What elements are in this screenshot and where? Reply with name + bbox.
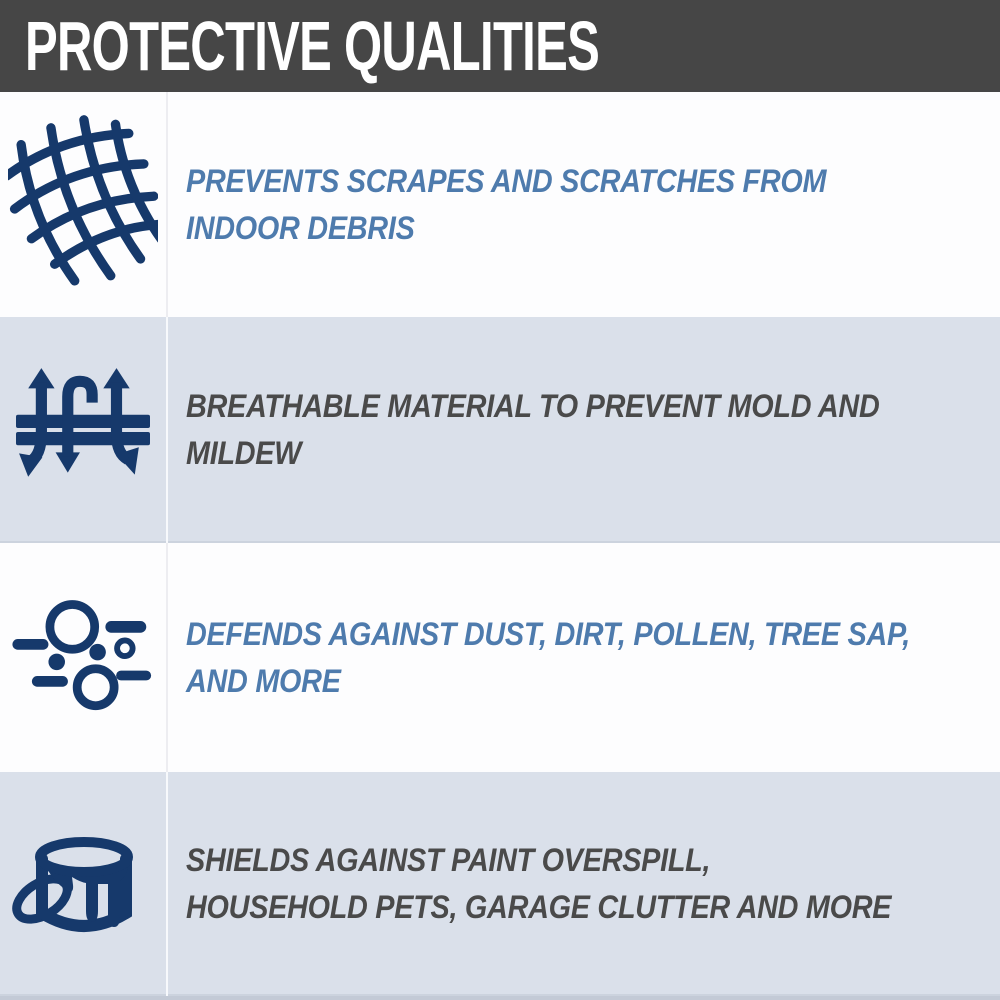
mesh-net-icon [0, 92, 166, 317]
feature-line: AND MORE [186, 662, 341, 699]
feature-row-breathable [0, 317, 1000, 543]
dust-particles-icon [0, 543, 166, 772]
page-title: PROTECTIVE QUALITIES [25, 7, 600, 85]
feature-line: SHIELDS AGAINST PAINT OVERSPILL, [186, 842, 711, 878]
feature-row-scrapes [0, 92, 1000, 317]
bottom-edge-strip [0, 996, 1000, 1000]
feature-line: DEFENDS AGAINST DUST, DIRT, POLLEN, TREE SAP, [186, 615, 910, 652]
feature-line: HOUSEHOLD PETS, GARAGE CLUTTER AND MORE [186, 889, 892, 925]
feature-text [168, 543, 1000, 772]
feature-line: BREATHABLE MATERIAL TO PREVENT MOLD AND [186, 388, 880, 424]
feature-row-shields [0, 772, 1000, 996]
feature-text [168, 92, 1000, 317]
paint-can-icon [0, 772, 166, 996]
feature-line: MILDEW [186, 435, 302, 471]
feature-line: INDOOR DEBRIS [186, 209, 415, 246]
section-header [0, 0, 1000, 92]
feature-text [168, 317, 1000, 543]
feature-line: PREVENTS SCRAPES AND SCRATCHES FROM [186, 162, 827, 199]
feature-text [168, 772, 1000, 996]
feature-row-dust [0, 543, 1000, 772]
breathable-arrows-icon [0, 317, 166, 543]
